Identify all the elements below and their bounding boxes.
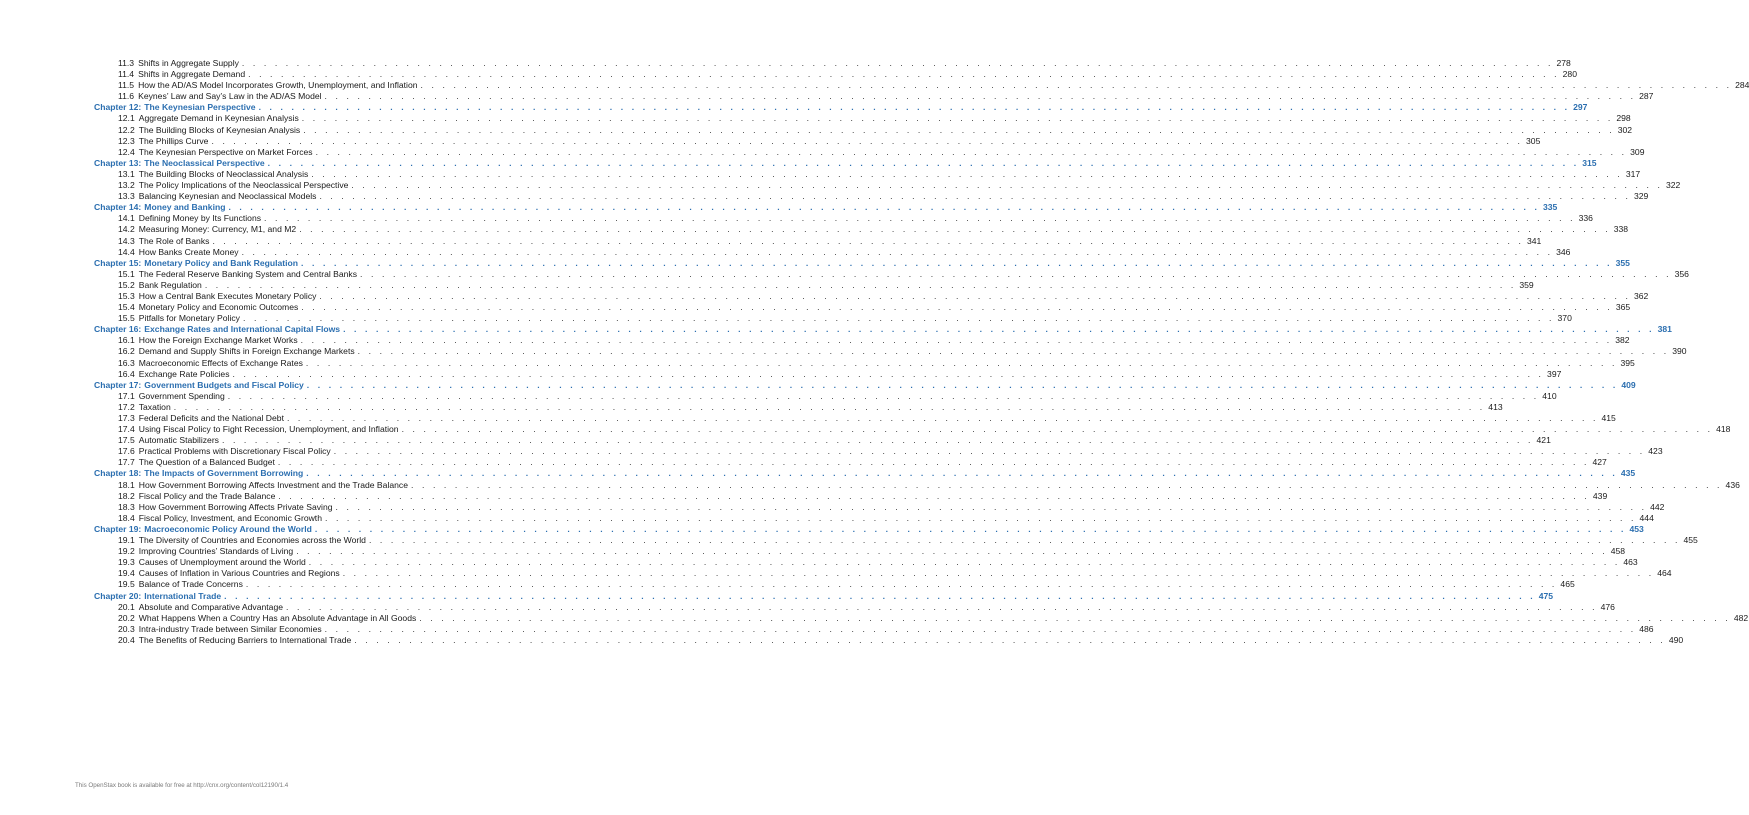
entry-title: How Government Borrowing Affects Investment and the Trade Balance [138, 479, 408, 490]
dot-leader: . . . . . . . . . . . . . . . . . . . . . . . . . . . . . . . . . . . . . . . . . . . . . . . . . . . . . . . . . . . . . . . . . . . . . . . . . . . . . . . . . . . . . . . . . . . . . . . . . . . . . . . . . . . . . . . . . . . . . . . . [324, 512, 1637, 523]
dot-leader: . . . . . . . . . . . . . . . . . . . . . . . . . . . . . . . . . . . . . . . . . . . . . . . . . . . . . . . . . . . . . . . . . . . . . . . . . . . . . . . . . . . . . . . . . . . . . . . . . . . . . . . . . . . . . . . . . . . . . . . . [241, 58, 1554, 68]
entry-number: 11.4 [118, 69, 135, 80]
entry-page-number: 453 [1629, 523, 1644, 534]
dot-leader: . . . . . . . . . . . . . . . . . . . . . . . . . . . . . . . . . . . . . . . . . . . . . . . . . . . . . . . . . . . . . . . . . . . . . . . . . . . . . . . . . . . . . . . . . . . . . . . . . . . . . . . . . . . . . . . . . . . . . . . . [411, 479, 1723, 490]
toc-section-entry[interactable] [94, 390, 1557, 402]
dot-leader: . . . . . . . . . . . . . . . . . . . . . . . . . . . . . . . . . . . . . . . . . . . . . . . . . . . . . . . . . . . . . . . . . . . . . . . . . . . . . . . . . . . . . . . . . . . . . . . . . . . . . . . . . . . . . . . . . . . . . . . . [241, 246, 1554, 257]
toc-chapter-entry[interactable] [94, 379, 1636, 391]
entry-title: Fiscal Policy, Investment, and Economic Growth [138, 512, 322, 523]
entry-title: Improving Countries’ Standards of Living [138, 546, 294, 557]
toc-section-entry[interactable] [94, 435, 1551, 446]
toc-section-entry[interactable] [94, 146, 1645, 158]
entry-title: Shifts in Aggregate Supply [138, 58, 239, 68]
dot-leader: . . . . . . . . . . . . . . . . . . . . . . . . . . . . . . . . . . . . . . . . . . . . . . . . . . . . . . . . . . . . . . . . . . . . . . . . . . . . . . . . . . . . . . . . . . . . . . . . . . . . . . . . . . . . . . . . . . . . . . . . [221, 435, 1534, 446]
toc-section-entry[interactable] [94, 501, 1665, 513]
page-footer: This OpenStax book is available for free at http://cnx.org/content/col12190/1.4 [75, 782, 289, 789]
toc-section-entry[interactable] [94, 290, 1649, 302]
dot-leader: . . . . . . . . . . . . . . . . . . . . . . . . . . . . . . . . . . . . . . . . . . . . . . . . . . . . . . . . . . . . . . . . . . . . . . . . . . . . . . . . . . . . . . . . . . . . . . . . . . . . . . . . . . . . . . . . . . . . . . . . [314, 523, 1627, 534]
toc-section-entry[interactable] [94, 235, 1542, 247]
dot-leader: . . . . . . . . . . . . . . . . . . . . . . . . . . . . . . . . . . . . . . . . . . . . . . . . . . . . . . . . . . . . . . . . . . . . . . . . . . . . . . . . . . . . . . . . . . . . . . . . . . . . . . . . . . . . . . . . . . . . . . . . [173, 401, 1486, 412]
entry-number: 13.3 [118, 191, 135, 202]
toc-chapter-entry[interactable] [94, 523, 1644, 535]
toc-section-entry[interactable] [94, 634, 1684, 646]
entry-page-number: 359 [1519, 279, 1534, 290]
entry-title: Practical Problems with Discretionary Fiscal Policy [138, 446, 331, 457]
toc-section-entry[interactable] [94, 268, 1689, 280]
toc-section-entry[interactable] [94, 446, 1663, 457]
entry-number: 19.2 [118, 546, 135, 557]
dot-leader: . . . . . . . . . . . . . . . . . . . . . . . . . . . . . . . . . . . . . . . . . . . . . . . . . . . . . . . . . . . . . . . . . . . . . . . . . . . . . . . . . . . . . . . . . . . . . . . . . . . . . . . . . . . . . . . . . . . . . . . . [315, 146, 1628, 157]
entry-number: 16.4 [118, 368, 135, 379]
entry-number: 19.5 [118, 579, 135, 590]
dot-leader: . . . . . . . . . . . . . . . . . . . . . . . . . . . . . . . . . . . . . . . . . . . . . . . . . . . . . . . . . . . . . . . . . . . . . . . . . . . . . . . . . . . . . . . . . . . . . . . . . . . . . . . . . . . . . . . . . . . . . . . . [324, 91, 1637, 102]
entry-page-number: 423 [1648, 446, 1663, 457]
dot-leader: . . . . . . . . . . . . . . . . . . . . . . . . . . . . . . . . . . . . . . . . . . . . . . . . . . . . . . . . . . . . . . . . . . . . . . . . . . . . . . . . . . . . . . . . . . . . . . . . . . . . . . . . . . . . . . . . . . . . . . . . [319, 290, 1631, 301]
entry-number: 12.2 [118, 124, 135, 135]
entry-title: How the Foreign Exchange Market Works [138, 335, 298, 346]
entry-page-number: 465 [1560, 579, 1575, 590]
entry-page-number: 490 [1668, 634, 1684, 645]
entry-title: Macroeconomic Policy Around the World [144, 523, 312, 534]
entry-title: Bank Regulation [138, 279, 202, 290]
entry-number: 17.2 [118, 401, 135, 412]
entry-number: 14.4 [118, 246, 135, 257]
entry-title: Defining Money by Its Functions [138, 213, 262, 224]
dot-leader: . . . . . . . . . . . . . . . . . . . . . . . . . . . . . . . . . . . . . . . . . . . . . . . . . . . . . . . . . . . . . . . . . . . . . . . . . . . . . . . . . . . . . . . . . . . . . . . . . . . . . . . . . . . . . . . . . . . . . . . . [227, 390, 1540, 401]
entry-title: Balance of Trade Concerns [138, 579, 243, 590]
entry-number: 16.3 [118, 357, 135, 368]
entry-title: The Keynesian Perspective on Market Forces [138, 146, 313, 157]
entry-number: 16.2 [118, 346, 135, 357]
toc-section-entry[interactable] [94, 58, 1571, 69]
entry-page-number: 436 [1725, 479, 1740, 490]
entry-number: 17.1 [118, 390, 135, 401]
entry-title: Intra-industry Trade between Similar Economies [138, 623, 322, 634]
toc-section-entry[interactable] [94, 579, 1575, 590]
entry-page-number: 381 [1657, 324, 1672, 335]
dot-leader: . . . . . . . . . . . . . . . . . . . . . . . . . . . . . . . . . . . . . . . . . . . . . . . . . . . . . . . . . . . . . . . . . . . . . . . . . . . . . . . . . . . . . . . . . . . . . . . . . . . . . . . . . . . . . . . . . . . . . . . . [308, 557, 1621, 568]
entry-number: 18.1 [118, 479, 135, 490]
entry-number: 16.1 [118, 335, 135, 346]
dot-leader: . . . . . . . . . . . . . . . . . . . . . . . . . . . . . . . . . . . . . . . . . . . . . . . . . . . . . . . . . . . . . . . . . . . . . . . . . . . . . . . . . . . . . . . . . . . . . . . . . . . . . . . . . . . . . . . . . . . . . . . . [299, 224, 1611, 235]
entry-title: What Happens When a Country Has an Absolute Advantage in All Goods [138, 612, 417, 623]
dot-leader: . . . . . . . . . . . . . . . . . . . . . . . . . . . . . . . . . . . . . . . . . . . . . . . . . . . . . . . . . . . . . . . . . . . . . . . . . . . . . . . . . . . . . . . . . . . . . . . . . . . . . . . . . . . . . . . . . . . . . . . . [211, 135, 1524, 146]
entry-number: 17.6 [118, 446, 135, 457]
entry-page-number: 475 [1538, 590, 1554, 601]
entry-number: 13.1 [118, 168, 135, 179]
entry-page-number: 464 [1657, 568, 1672, 579]
entry-page-number: 338 [1613, 224, 1629, 235]
dot-leader: . . . . . . . . . . . . . . . . . . . . . . . . . . . . . . . . . . . . . . . . . . . . . . . . . . . . . . . . . . . . . . . . . . . . . . . . . . . . . . . . . . . . . . . . . . . . . . . . . . . . . . . . . . . . . . . . . . . . . . . . [301, 113, 1614, 124]
toc-chapter-entry[interactable] [94, 257, 1630, 269]
dot-leader: . . . . . . . . . . . . . . . . . . . . . . . . . . . . . . . . . . . . . . . . . . . . . . . . . . . . . . . . . . . . . . . . . . . . . . . . . . . . . . . . . . . . . . . . . . . . . . . . . . . . . . . . . . . . . . . . . . . . . . . . [420, 80, 1733, 91]
entry-title: Money and Banking [144, 202, 226, 213]
dot-leader: . . . . . . . . . . . . . . . . . . . . . . . . . . . . . . . . . . . . . . . . . . . . . . . . . . . . . . . . . . . . . . . . . . . . . . . . . . . . . . . . . . . . . . . . . . . . . . . . . . . . . . . . . . . . . . . . . . . . . . . . [305, 357, 1618, 368]
entry-title: Taxation [138, 401, 171, 412]
toc-section-entry[interactable] [94, 413, 1616, 424]
entry-number: Chapter 15: [94, 257, 142, 268]
toc-section-entry[interactable] [94, 457, 1607, 468]
entry-page-number: 455 [1683, 535, 1698, 546]
entry-number: 19.4 [118, 568, 135, 579]
entry-title: Monetary Policy and Economic Outcomes [138, 302, 299, 313]
entry-page-number: 421 [1536, 435, 1551, 446]
entry-page-number: 370 [1557, 313, 1572, 324]
dot-leader: . . . . . . . . . . . . . . . . . . . . . . . . . . . . . . . . . . . . . . . . . . . . . . . . . . . . . . . . . . . . . . . . . . . . . . . . . . . . . . . . . . . . . . . . . . . . . . . . . . . . . . . . . . . . . . . . . . . . . . . . [301, 302, 1613, 313]
dot-leader: . . . . . . . . . . . . . . . . . . . . . . . . . . . . . . . . . . . . . . . . . . . . . . . . . . . . . . . . . . . . . . . . . . . . . . . . . . . . . . . . . . . . . . . . . . . . . . . . . . . . . . . . . . . . . . . . . . . . . . . . [357, 346, 1670, 357]
dot-leader: . . . . . . . . . . . . . . . . . . . . . . . . . . . . . . . . . . . . . . . . . . . . . . . . . . . . . . . . . . . . . . . . . . . . . . . . . . . . . . . . . . . . . . . . . . . . . . . . . . . . . . . . . . . . . . . . . . . . . . . . [228, 202, 1540, 213]
entry-title: Shifts in Aggregate Demand [138, 69, 246, 80]
toc-section-entry[interactable] [94, 368, 1562, 380]
entry-title: The Phillips Curve [138, 135, 209, 146]
entry-title: Measuring Money: Currency, M1, and M2 [138, 224, 297, 235]
entry-title: The Impacts of Government Borrowing [144, 468, 304, 479]
entry-number: Chapter 13: [94, 157, 142, 168]
entry-number: 14.3 [118, 235, 135, 246]
entry-title: Fiscal Policy and the Trade Balance [138, 490, 276, 501]
entry-number: Chapter 14: [94, 202, 142, 213]
table-of-contents [94, 58, 1749, 646]
entry-title: How a Central Bank Executes Monetary Policy [138, 290, 317, 301]
entry-title: The Building Blocks of Neoclassical Analysis [138, 168, 309, 179]
entry-page-number: 458 [1610, 546, 1626, 557]
entry-number: 18.3 [118, 501, 135, 512]
entry-page-number: 297 [1573, 102, 1588, 113]
entry-page-number: 397 [1547, 368, 1562, 379]
entry-number: 20.2 [118, 612, 135, 623]
entry-title: The Keynesian Perspective [144, 102, 256, 113]
entry-page-number: 280 [1562, 69, 1577, 80]
toc-section-entry[interactable] [94, 91, 1654, 102]
toc-section-entry[interactable] [94, 213, 1593, 224]
entry-page-number: 410 [1542, 390, 1557, 401]
dot-leader: . . . . . . . . . . . . . . . . . . . . . . . . . . . . . . . . . . . . . . . . . . . . . . . . . . . . . . . . . . . . . . . . . . . . . . . . . . . . . . . . . . . . . . . . . . . . . . . . . . . . . . . . . . . . . . . . . . . . . . . . [248, 69, 1560, 80]
entry-page-number: 390 [1672, 346, 1687, 357]
dot-leader: . . . . . . . . . . . . . . . . . . . . . . . . . . . . . . . . . . . . . . . . . . . . . . . . . . . . . . . . . . . . . . . . . . . . . . . . . . . . . . . . . . . . . . . . . . . . . . . . . . . . . . . . . . . . . . . . . . . . . . . . [311, 168, 1623, 179]
entry-title: How Banks Create Money [138, 246, 239, 257]
entry-title: The Diversity of Countries and Economies across the World [138, 535, 366, 546]
toc-section-entry[interactable] [94, 124, 1633, 136]
toc-section-entry[interactable] [94, 479, 1740, 491]
entry-title: The Role of Banks [138, 235, 210, 246]
dot-leader: . . . . . . . . . . . . . . . . . . . . . . . . . . . . . . . . . . . . . . . . . . . . . . . . . . . . . . . . . . . . . . . . . . . . . . . . . . . . . . . . . . . . . . . . . . . . . . . . . . . . . . . . . . . . . . . . . . . . . . . . [303, 124, 1615, 135]
entry-number: 20.1 [118, 601, 135, 612]
entry-title: Using Fiscal Policy to Fight Recession, Unemployment, and Inflation [138, 424, 399, 435]
dot-leader: . . . . . . . . . . . . . . . . . . . . . . . . . . . . . . . . . . . . . . . . . . . . . . . . . . . . . . . . . . . . . . . . . . . . . . . . . . . . . . . . . . . . . . . . . . . . . . . . . . . . . . . . . . . . . . . . . . . . . . . . [204, 279, 1517, 290]
entry-number: 15.1 [118, 268, 135, 279]
entry-page-number: 365 [1615, 302, 1631, 313]
entry-number: 12.3 [118, 135, 135, 146]
toc-chapter-entry[interactable] [94, 157, 1597, 169]
entry-number: 13.2 [118, 180, 135, 191]
entry-title: Pitfalls for Monetary Policy [138, 313, 240, 324]
entry-number: 17.3 [118, 413, 135, 423]
dot-leader: . . . . . . . . . . . . . . . . . . . . . . . . . . . . . . . . . . . . . . . . . . . . . . . . . . . . . . . . . . . . . . . . . . . . . . . . . . . . . . . . . . . . . . . . . . . . . . . . . . . . . . . . . . . . . . . . . . . . . . . . [296, 546, 1608, 557]
dot-leader: . . . . . . . . . . . . . . . . . . . . . . . . . . . . . . . . . . . . . . . . . . . . . . . . . . . . . . . . . . . . . . . . . . . . . . . . . . . . . . . . . . . . . . . . . . . . . . . . . . . . . . . . . . . . . . . . . . . . . . . . [342, 568, 1655, 579]
toc-chapter-entry[interactable] [94, 324, 1672, 335]
dot-leader: . . . . . . . . . . . . . . . . . . . . . . . . . . . . . . . . . . . . . . . . . . . . . . . . . . . . . . . . . . . . . . . . . . . . . . . . . . . . . . . . . . . . . . . . . . . . . . . . . . . . . . . . . . . . . . . . . . . . . . . . [277, 457, 1590, 468]
dot-leader: . . . . . . . . . . . . . . . . . . . . . . . . . . . . . . . . . . . . . . . . . . . . . . . . . . . . . . . . . . . . . . . . . . . . . . . . . . . . . . . . . . . . . . . . . . . . . . . . . . . . . . . . . . . . . . . . . . . . . . . . [300, 335, 1613, 346]
entry-title: Keynes’ Law and Say’s Law in the AD/AS Model [138, 91, 322, 102]
entry-page-number: 395 [1620, 357, 1635, 368]
dot-leader: . . . . . . . . . . . . . . . . . . . . . . . . . . . . . . . . . . . . . . . . . . . . . . . . . . . . . . . . . . . . . . . . . . . . . . . . . . . . . . . . . . . . . . . . . . . . . . . . . . . . . . . . . . . . . . . . . . . . . . . . [286, 601, 1598, 612]
entry-page-number: 336 [1578, 213, 1593, 224]
dot-leader: . . . . . . . . . . . . . . . . . . . . . . . . . . . . . . . . . . . . . . . . . . . . . . . . . . . . . . . . . . . . . . . . . . . . . . . . . . . . . . . . . . . . . . . . . . . . . . . . . . . . . . . . . . . . . . . . . . . . . . . . [335, 501, 1648, 512]
dot-leader: . . . . . . . . . . . . . . . . . . . . . . . . . . . . . . . . . . . . . . . . . . . . . . . . . . . . . . . . . . . . . . . . . . . . . . . . . . . . . . . . . . . . . . . . . . . . . . . . . . . . . . . . . . . . . . . . . . . . . . . . [368, 535, 1681, 546]
dot-leader: . . . . . . . . . . . . . . . . . . . . . . . . . . . . . . . . . . . . . . . . . . . . . . . . . . . . . . . . . . . . . . . . . . . . . . . . . . . . . . . . . . . . . . . . . . . . . . . . . . . . . . . . . . . . . . . . . . . . . . . . [232, 368, 1545, 379]
entry-number: 17.5 [118, 435, 135, 446]
dot-leader: . . . . . . . . . . . . . . . . . . . . . . . . . . . . . . . . . . . . . . . . . . . . . . . . . . . . . . . . . . . . . . . . . . . . . . . . . . . . . . . . . . . . . . . . . . . . . . . . . . . . . . . . . . . . . . . . . . . . . . . . [306, 468, 1618, 479]
entry-title: Causes of Unemployment around the World [138, 557, 306, 568]
entry-page-number: 305 [1526, 135, 1541, 146]
dot-leader: . . . . . . . . . . . . . . . . . . . . . . . . . . . . . . . . . . . . . . . . . . . . . . . . . . . . . . . . . . . . . . . . . . . . . . . . . . . . . . . . . . . . . . . . . . . . . . . . . . . . . . . . . . . . . . . . . . . . . . . . [264, 213, 1576, 224]
dot-leader: . . . . . . . . . . . . . . . . . . . . . . . . . . . . . . . . . . . . . . . . . . . . . . . . . . . . . . . . . . . . . . . . . . . . . . . . . . . . . . . . . . . . . . . . . . . . . . . . . . . . . . . . . . . . . . . . . . . . . . . . [343, 324, 1655, 335]
entry-number: Chapter 12: [94, 102, 142, 113]
entry-page-number: 486 [1639, 623, 1654, 634]
entry-number: 17.7 [118, 457, 135, 468]
toc-chapter-entry[interactable] [94, 468, 1636, 479]
entry-title: International Trade [144, 590, 222, 601]
entry-page-number: 362 [1633, 290, 1649, 301]
dot-leader: . . . . . . . . . . . . . . . . . . . . . . . . . . . . . . . . . . . . . . . . . . . . . . . . . . . . . . . . . . . . . . . . . . . . . . . . . . . . . . . . . . . . . . . . . . . . . . . . . . . . . . . . . . . . . . . . . . . . . . . . [242, 313, 1555, 324]
dot-leader: . . . . . . . . . . . . . . . . . . . . . . . . . . . . . . . . . . . . . . . . . . . . . . . . . . . . . . . . . . . . . . . . . . . . . . . . . . . . . . . . . . . . . . . . . . . . . . . . . . . . . . . . . . . . . . . . . . . . . . . . [333, 446, 1646, 457]
toc-section-entry[interactable] [94, 557, 1638, 568]
dot-leader: . . . . . . . . . . . . . . . . . . . . . . . . . . . . . . . . . . . . . . . . . . . . . . . . . . . . . . . . . . . . . . . . . . . . . . . . . . . . . . . . . . . . . . . . . . . . . . . . . . . . . . . . . . . . . . . . . . . . . . . . [267, 157, 1580, 168]
dot-leader: . . . . . . . . . . . . . . . . . . . . . . . . . . . . . . . . . . . . . . . . . . . . . . . . . . . . . . . . . . . . . . . . . . . . . . . . . . . . . . . . . . . . . . . . . . . . . . . . . . . . . . . . . . . . . . . . . . . . . . . . [324, 623, 1637, 634]
entry-number: 14.1 [118, 213, 135, 224]
toc-section-entry[interactable] [94, 346, 1687, 357]
dot-leader: . . . . . . . . . . . . . . . . . . . . . . . . . . . . . . . . . . . . . . . . . . . . . . . . . . . . . . . . . . . . . . . . . . . . . . . . . . . . . . . . . . . . . . . . . . . . . . . . . . . . . . . . . . . . . . . . . . . . . . . . [360, 268, 1672, 279]
entry-title: How Government Borrowing Affects Private Saving [138, 501, 333, 512]
toc-section-entry[interactable] [94, 246, 1571, 258]
toc-section-entry[interactable] [94, 612, 1749, 624]
entry-title: Federal Deficits and the National Debt [138, 413, 284, 423]
entry-title: Absolute and Comparative Advantage [138, 601, 284, 612]
dot-leader: . . . . . . . . . . . . . . . . . . . . . . . . . . . . . . . . . . . . . . . . . . . . . . . . . . . . . . . . . . . . . . . . . . . . . . . . . . . . . . . . . . . . . . . . . . . . . . . . . . . . . . . . . . . . . . . . . . . . . . . . [278, 490, 1590, 501]
entry-number: 19.3 [118, 557, 135, 568]
entry-title: The Building Blocks of Keynesian Analysis [138, 124, 301, 135]
entry-number: Chapter 19: [94, 523, 142, 534]
dot-leader: . . . . . . . . . . . . . . . . . . . . . . . . . . . . . . . . . . . . . . . . . . . . . . . . . . . . . . . . . . . . . . . . . . . . . . . . . . . . . . . . . . . . . . . . . . . . . . . . . . . . . . . . . . . . . . . . . . . . . . . . [301, 257, 1613, 268]
toc-section-entry[interactable] [94, 623, 1654, 635]
entry-number: 11.6 [118, 91, 135, 102]
toc-section-entry[interactable] [94, 224, 1629, 235]
entry-page-number: 382 [1615, 335, 1630, 346]
entry-number: 19.1 [118, 535, 135, 546]
dot-leader: . . . . . . . . . . . . . . . . . . . . . . . . . . . . . . . . . . . . . . . . . . . . . . . . . . . . . . . . . . . . . . . . . . . . . . . . . . . . . . . . . . . . . . . . . . . . . . . . . . . . . . . . . . . . . . . . . . . . . . . . [401, 424, 1714, 435]
entry-page-number: 322 [1665, 180, 1681, 191]
toc-section-entry[interactable] [94, 601, 1615, 613]
entry-number: 20.4 [118, 634, 135, 645]
entry-title: Monetary Policy and Bank Regulation [144, 257, 299, 268]
entry-number: 11.3 [118, 58, 135, 68]
toc-section-entry[interactable] [94, 168, 1641, 180]
dot-leader: . . . . . . . . . . . . . . . . . . . . . . . . . . . . . . . . . . . . . . . . . . . . . . . . . . . . . . . . . . . . . . . . . . . . . . . . . . . . . . . . . . . . . . . . . . . . . . . . . . . . . . . . . . . . . . . . . . . . . . . . [224, 590, 1536, 601]
entry-page-number: 442 [1650, 501, 1665, 512]
entry-number: 12.1 [118, 113, 135, 124]
toc-section-entry[interactable] [94, 401, 1503, 413]
toc-section-entry[interactable] [94, 424, 1731, 435]
entry-number: 14.2 [118, 224, 135, 235]
entry-title: The Federal Reserve Banking System and Central Banks [138, 268, 358, 279]
toc-section-entry[interactable] [94, 180, 1681, 191]
entry-title: Demand and Supply Shifts in Foreign Exchange Markets [138, 346, 355, 357]
entry-title: The Neoclassical Perspective [144, 157, 265, 168]
entry-page-number: 346 [1556, 246, 1571, 257]
toc-section-entry[interactable] [94, 335, 1630, 346]
toc-section-entry[interactable] [94, 313, 1572, 324]
entry-number: 18.4 [118, 512, 135, 523]
toc-section-entry[interactable] [94, 113, 1631, 124]
entry-title: How the AD/AS Model Incorporates Growth, Unemployment, and Inflation [138, 80, 418, 91]
entry-title: Aggregate Demand in Keynesian Analysis [138, 113, 299, 124]
dot-leader: . . . . . . . . . . . . . . . . . . . . . . . . . . . . . . . . . . . . . . . . . . . . . . . . . . . . . . . . . . . . . . . . . . . . . . . . . . . . . . . . . . . . . . . . . . . . . . . . . . . . . . . . . . . . . . . . . . . . . . . . [319, 191, 1631, 202]
toc-section-entry[interactable] [94, 279, 1534, 291]
toc-section-entry[interactable] [94, 135, 1541, 147]
toc-section-entry[interactable] [94, 490, 1608, 502]
entry-title: Balancing Keynesian and Neoclassical Models [138, 191, 317, 202]
toc-section-entry[interactable] [94, 546, 1626, 557]
entry-number: 20.3 [118, 623, 135, 634]
entry-title: Government Budgets and Fiscal Policy [144, 379, 304, 390]
entry-number: Chapter 16: [94, 324, 142, 335]
entry-number: Chapter 20: [94, 590, 142, 601]
entry-title: Causes of Inflation in Various Countries and Regions [138, 568, 340, 579]
entry-title: Automatic Stabilizers [138, 435, 219, 446]
entry-number: 18.2 [118, 490, 135, 501]
entry-page-number: 418 [1716, 424, 1731, 435]
entry-page-number: 409 [1621, 379, 1636, 390]
entry-number: Chapter 18: [94, 468, 142, 479]
entry-page-number: 341 [1526, 235, 1542, 246]
toc-section-entry[interactable] [94, 568, 1672, 579]
entry-page-number: 335 [1543, 202, 1558, 213]
entry-page-number: 482 [1733, 612, 1749, 623]
entry-number: 15.3 [118, 290, 135, 301]
entry-page-number: 287 [1639, 91, 1654, 102]
entry-page-number: 302 [1617, 124, 1633, 135]
entry-page-number: 463 [1623, 557, 1638, 568]
entry-page-number: 315 [1582, 157, 1597, 168]
entry-number: 12.4 [118, 146, 135, 157]
dot-leader: . . . . . . . . . . . . . . . . . . . . . . . . . . . . . . . . . . . . . . . . . . . . . . . . . . . . . . . . . . . . . . . . . . . . . . . . . . . . . . . . . . . . . . . . . . . . . . . . . . . . . . . . . . . . . . . . . . . . . . . . [419, 612, 1731, 623]
toc-section-entry[interactable] [94, 512, 1654, 524]
entry-number: 17.4 [118, 424, 135, 435]
entry-page-number: 444 [1639, 512, 1654, 523]
entry-page-number: 317 [1625, 168, 1641, 179]
toc-section-entry[interactable] [94, 302, 1631, 313]
toc-section-entry[interactable] [94, 69, 1577, 80]
entry-page-number: 413 [1488, 401, 1503, 412]
dot-leader: . . . . . . . . . . . . . . . . . . . . . . . . . . . . . . . . . . . . . . . . . . . . . . . . . . . . . . . . . . . . . . . . . . . . . . . . . . . . . . . . . . . . . . . . . . . . . . . . . . . . . . . . . . . . . . . . . . . . . . . . [351, 180, 1663, 191]
entry-title: The Benefits of Reducing Barriers to International Trade [138, 634, 352, 645]
toc-section-entry[interactable] [94, 357, 1635, 369]
entry-number: 15.5 [118, 313, 135, 324]
toc-chapter-entry[interactable] [94, 102, 1588, 113]
entry-page-number: 278 [1556, 58, 1571, 68]
entry-page-number: 427 [1592, 457, 1607, 468]
toc-section-entry[interactable] [94, 80, 1749, 91]
toc-section-entry[interactable] [94, 535, 1698, 546]
entry-title: Exchange Rates and International Capital Flows [144, 324, 341, 335]
entry-title: Macroeconomic Effects of Exchange Rates [138, 357, 303, 368]
dot-leader: . . . . . . . . . . . . . . . . . . . . . . . . . . . . . . . . . . . . . . . . . . . . . . . . . . . . . . . . . . . . . . . . . . . . . . . . . . . . . . . . . . . . . . . . . . . . . . . . . . . . . . . . . . . . . . . . . . . . . . . . [306, 379, 1619, 390]
entry-number: 15.4 [118, 302, 135, 313]
dot-leader: . . . . . . . . . . . . . . . . . . . . . . . . . . . . . . . . . . . . . . . . . . . . . . . . . . . . . . . . . . . . . . . . . . . . . . . . . . . . . . . . . . . . . . . . . . . . . . . . . . . . . . . . . . . . . . . . . . . . . . . . [286, 413, 1599, 423]
entry-page-number: 415 [1601, 413, 1616, 423]
entry-page-number: 309 [1630, 146, 1645, 157]
entry-page-number: 435 [1620, 468, 1636, 479]
dot-leader: . . . . . . . . . . . . . . . . . . . . . . . . . . . . . . . . . . . . . . . . . . . . . . . . . . . . . . . . . . . . . . . . . . . . . . . . . . . . . . . . . . . . . . . . . . . . . . . . . . . . . . . . . . . . . . . . . . . . . . . . [258, 102, 1571, 113]
entry-page-number: 476 [1600, 601, 1615, 612]
entry-page-number: 439 [1592, 490, 1608, 501]
toc-section-entry[interactable] [94, 191, 1649, 202]
entry-page-number: 329 [1634, 191, 1649, 202]
entry-title: Exchange Rate Policies [138, 368, 230, 379]
dot-leader: . . . . . . . . . . . . . . . . . . . . . . . . . . . . . . . . . . . . . . . . . . . . . . . . . . . . . . . . . . . . . . . . . . . . . . . . . . . . . . . . . . . . . . . . . . . . . . . . . . . . . . . . . . . . . . . . . . . . . . . . [354, 634, 1666, 645]
entry-title: The Question of a Balanced Budget [138, 457, 275, 468]
entry-page-number: 355 [1615, 257, 1630, 268]
entry-number: 11.5 [118, 80, 135, 91]
dot-leader: . . . . . . . . . . . . . . . . . . . . . . . . . . . . . . . . . . . . . . . . . . . . . . . . . . . . . . . . . . . . . . . . . . . . . . . . . . . . . . . . . . . . . . . . . . . . . . . . . . . . . . . . . . . . . . . . . . . . . . . . [245, 579, 1558, 590]
dot-leader: . . . . . . . . . . . . . . . . . . . . . . . . . . . . . . . . . . . . . . . . . . . . . . . . . . . . . . . . . . . . . . . . . . . . . . . . . . . . . . . . . . . . . . . . . . . . . . . . . . . . . . . . . . . . . . . . . . . . . . . . [212, 235, 1524, 246]
entry-number: 15.2 [118, 279, 135, 290]
toc-chapter-entry[interactable] [94, 590, 1554, 602]
entry-number: Chapter 17: [94, 379, 142, 390]
toc-chapter-entry[interactable] [94, 202, 1558, 213]
entry-page-number: 298 [1616, 113, 1631, 124]
entry-title: The Policy Implications of the Neoclassical Perspective [138, 180, 349, 191]
entry-page-number: 284 [1735, 80, 1749, 91]
entry-page-number: 356 [1674, 268, 1689, 279]
entry-title: Government Spending [138, 390, 225, 401]
